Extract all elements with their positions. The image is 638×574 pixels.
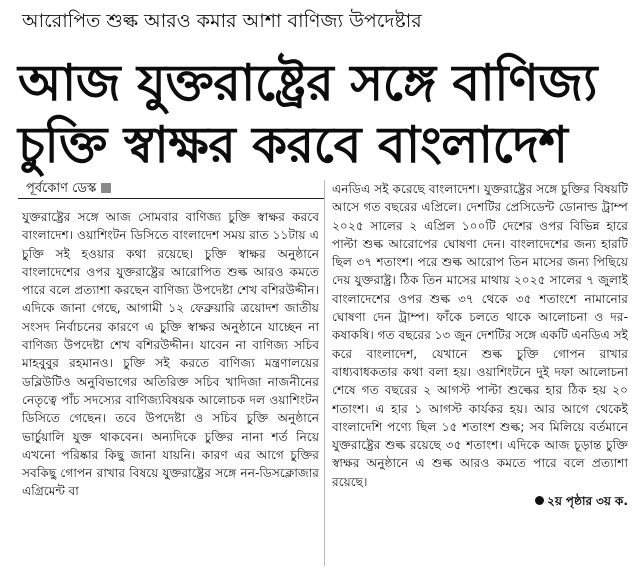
article-column-right <box>332 180 628 570</box>
bullet-dot-icon <box>535 496 544 505</box>
byline-rule <box>18 198 324 199</box>
continuation-text: ২য় পৃষ্ঠার ৩য় ক. <box>546 494 628 509</box>
article-paragraph-left: যুক্তরাষ্ট্রের সঙ্গে আজ সোমবার বাণিজ্য চুক্তি স্বাক্ষর করবে বাংলাদেশ। ওয়াশিংটন ডিসিতে বাংলাদেশ সময় রাত ১১টায় এ চুক্তি সই হওয়ার কথা রয়েছে। চুক্তি স্বাক্ষর অনুষ্ঠানে বাংলাদেশের ওপর যুক্তরাষ্ট্রের আরোপিত শুল্ক আরও কমতে পারে বলে প্রত্যাশা করছেন বাণিজ্য উপদেষ্টা শেখ বশিরউদ্দীন। এদিকে জানা গেছে, আগামী ১২ ফেব্রুয়ারি ত্রয়োদশ জাতীয় সংসদ নির্বাচনের কারণে এ চুক্তি স্বাক্ষর অনুষ্ঠানে যাচ্ছেন না বাণিজ্য উপদেষ্টা শেখ বশিরউদ্দীন। যাবেন না বাণিজ্য সচিব মাহবুবুর রহমানও। চুক্তি সই করতে বাণিজ্য মন্ত্রণালয়ের ডব্লিউটিও অনুবিভাগের অতিরিক্ত সচিব খাদিজা নাজনীনের নেতৃত্বে পাঁচ সদস্যের বাণিজ্যবিষয়ক আলোচক দল ওয়াশিংটন ডিসিতে গেছেন। তবে উপদেষ্টা ও সচিব চুক্তি অনুষ্ঠানে ভার্চুয়ালি যুক্ত থাকবেন। অন্যদিকে চুক্তির নানা শর্ত নিয়ে এখনো পরিষ্কার কিছু জানা যায়নি। কারণ এর আগে চুক্তির সবকিছু গোপন রাখার বিষয়ে যুক্তরাষ্ট্রের সঙ্গে নন-ডিসক্লোজার এগ্রিমেন্ট বা <box>22 210 319 499</box>
headline-line-2: চুক্তি স্বাক্ষর করবে বাংলাদেশ <box>18 116 568 174</box>
article-column-left <box>22 208 319 568</box>
headline-line-1: আজ যুক্তরাষ্ট্রের সঙ্গে বাণিজ্য <box>18 54 597 112</box>
byline <box>26 180 111 198</box>
article-paragraph-right: এনডিএ সই করেছে বাংলাদেশ। যুক্তরাষ্ট্রের সঙ্গে চুক্তির বিষয়টি আসে গত বছরের এপ্রিলে। দেশটির প্রেসিডেন্ট ডোনাল্ড ট্রাম্প ২০২৫ সালের ২ এপ্রিল ১০০টি দেশের ওপর বিভিন্ন হারে পাল্টা শুল্ক আরোপের ঘোষণা দেন। বাংলাদেশের জন্য হারটি ছিল ৩৭ শতাংশ। পরে শুল্ক আরোপ তিন মাসের জন্য পিছিয়ে দেয় যুক্তরাষ্ট্র। ঠিক তিন মাসের মাথায় ২০২৫ সালের ৭ জুলাই বাংলাদেশের ওপর শুল্ক ৩৭ থেকে ৩৫ শতাংশে নামানোর ঘোষণা দেন ট্রাম্প। ফাঁকে চলতে থাকে আলোচনা ও দর-কষাকষি। গত বছরের ১৩ জুন দেশটির সঙ্গে একটি এনডিএ সই করে বাংলাদেশ, যেখানে শুল্ক চুক্তি গোপন রাখার বাধ্যবাধকতার কথা বলা হয়। ওয়াশিংটনে দুই দফা আলোচনা শেষে গত বছরের ২ আগস্ট পাল্টা শুল্কের হার ঠিক হয় ২০ শতাংশ। এ হার ১ আগস্ট কার্যকর হয়। আর আগে থেকেই বাংলাদেশি পণ্যে ছিল ১৫ শতাংশ শুল্ক; সব মিলিয়ে বর্তমানে যুক্তরাষ্ট্রের শুল্ক রয়েছে ৩৫ শতাংশ। এদিকে আজ চূড়ান্ত চুক্তি স্বাক্ষর অনুষ্ঠানে এ শুল্ক আরও কমতে পারে বলে প্রত্যাশা রয়েছে। <box>332 182 628 489</box>
column-divider <box>324 180 325 566</box>
continuation-note <box>332 492 628 510</box>
byline-text: পূর্বকোণ ডেস্ক <box>26 181 97 196</box>
headline <box>18 52 628 176</box>
byline-square-icon <box>101 183 111 193</box>
kicker-subheadline: আরোপিত শুল্ক আরও কমার আশা বাণিজ্য উপদেষ্টার <box>22 10 422 32</box>
